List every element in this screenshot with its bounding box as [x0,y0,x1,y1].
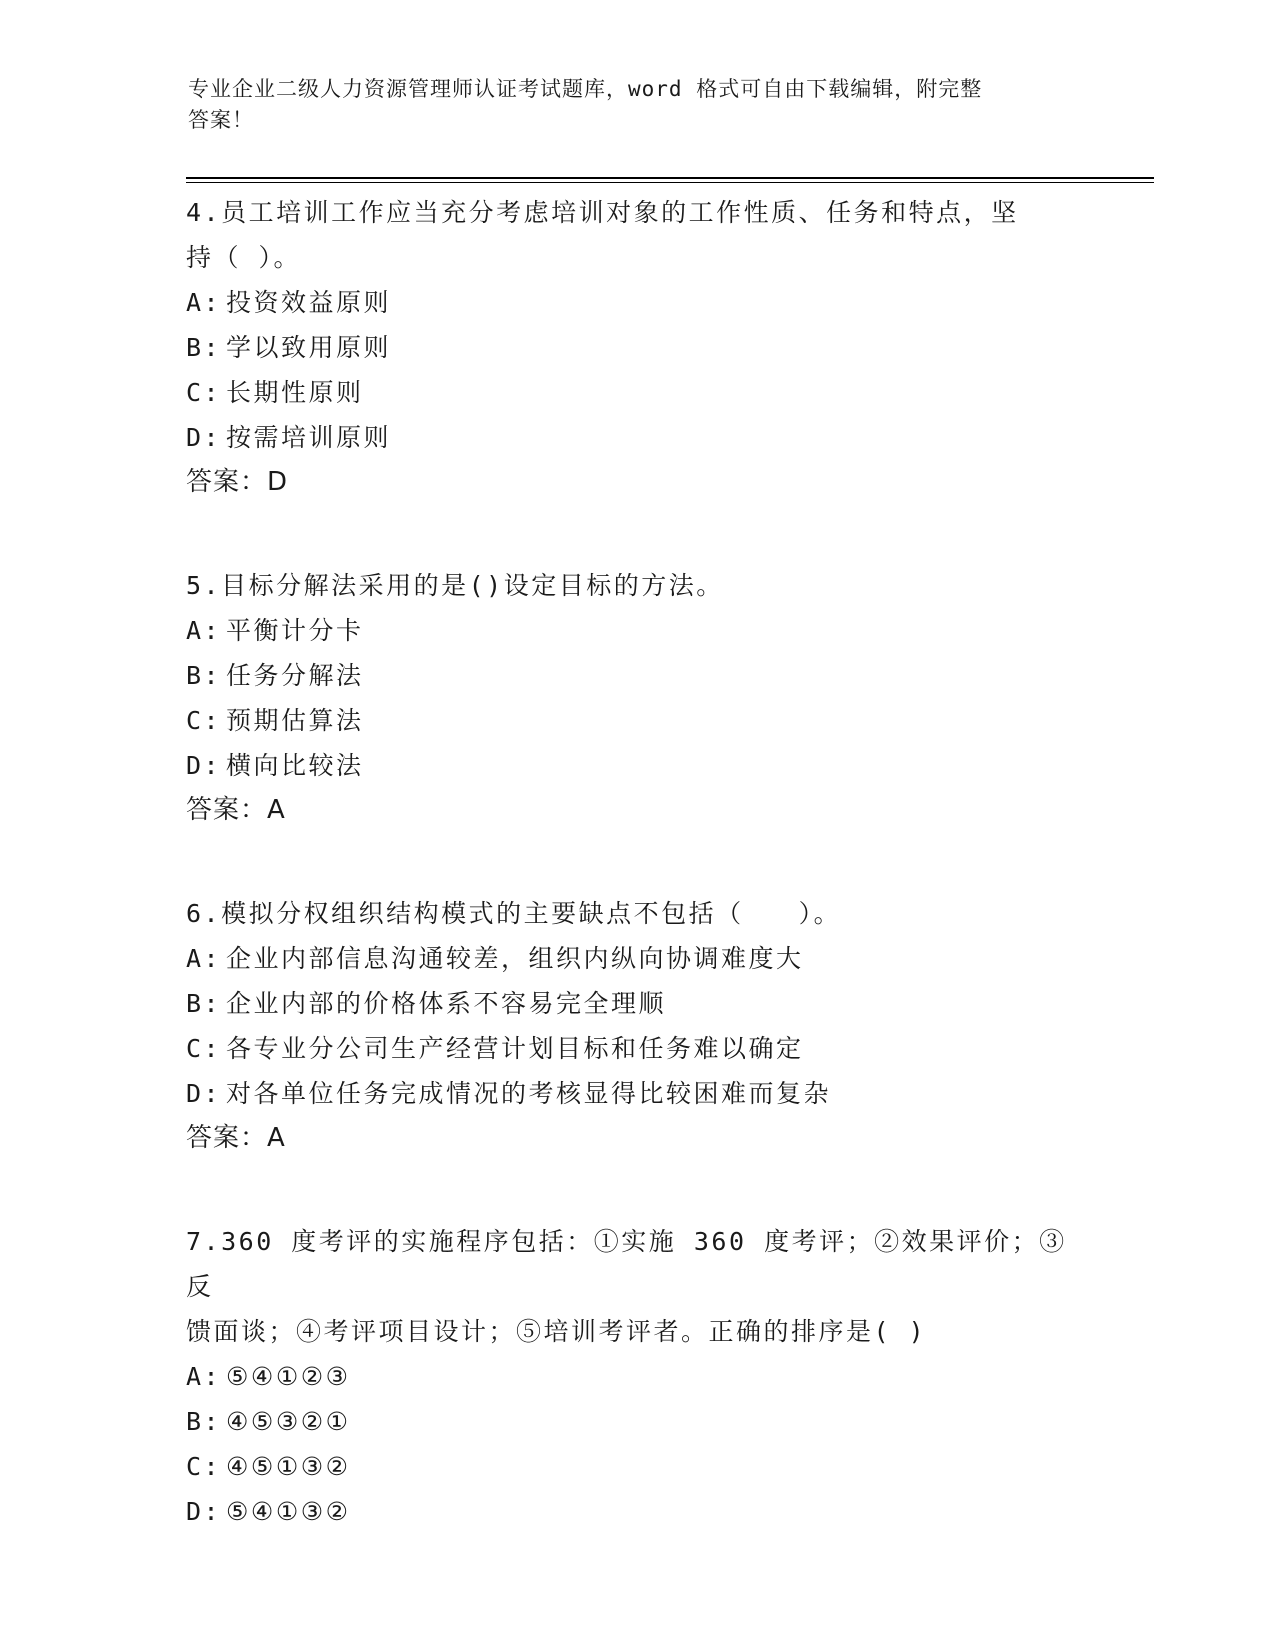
answer-label: 答案：A [186,795,286,825]
option-letter: C: [186,1034,222,1063]
option-b [186,653,1086,698]
option-text: ⑤④①②③ [226,1362,351,1391]
option-letter: D: [186,1079,222,1108]
option-b [186,325,1086,370]
option-c [186,1026,1086,1071]
option-letter: B: [186,989,222,1018]
option-text: ④⑤①③② [226,1452,351,1481]
question-6 [186,891,1086,1161]
option-letter: A: [186,616,222,645]
option-text: 各专业分公司生产经营计划目标和任务难以确定 [226,1034,804,1063]
question-stem [186,190,1086,280]
option-letter: A: [186,944,222,973]
option-a [186,936,1086,981]
option-letter: A: [186,288,222,317]
question-stem-line: 4.员工培训工作应当充分考虑培训对象的工作性质、任务和特点，坚 [186,198,1019,227]
option-text: 投资效益原则 [226,288,392,317]
option-text: ⑤④①③② [226,1497,351,1526]
option-letter: D: [186,423,222,452]
answer-label: 答案：D [186,467,289,497]
option-a [186,1354,1086,1399]
option-d [186,415,1086,460]
header-line-1: 专业企业二级人力资源管理师认证考试题库，word 格式可自由下载编辑，附完整 [188,77,983,101]
option-text: 预期估算法 [226,706,364,735]
option-a [186,280,1086,325]
option-letter: C: [186,706,222,735]
option-d [186,1489,1086,1534]
option-d [186,1071,1086,1116]
question-stem [186,891,1086,936]
option-text: 学以致用原则 [226,333,392,362]
question-stem-line: 6.模拟分权组织结构模式的主要缺点不包括（ ）。 [186,899,842,928]
question-stem-line: 5.目标分解法采用的是()设定目标的方法。 [186,571,724,600]
option-text: 平衡计分卡 [226,616,364,645]
option-letter: B: [186,333,222,362]
answer-label: 答案：A [186,1123,286,1153]
question-7 [186,1219,1086,1534]
option-text: 横向比较法 [226,751,364,780]
option-text: 按需培训原则 [226,423,392,452]
option-d [186,743,1086,788]
question-stem-line: 持（ ）。 [186,243,302,272]
option-letter: B: [186,661,222,690]
option-text: 对各单位任务完成情况的考核显得比较困难而复杂 [226,1079,832,1108]
option-c [186,1444,1086,1489]
question-stem [186,1219,1086,1354]
question-list [186,190,1086,1592]
option-letter: C: [186,1452,222,1481]
option-letter: D: [186,751,222,780]
option-c [186,698,1086,743]
header-divider-thick [186,177,1154,179]
header-line-2: 答案！ [188,108,254,132]
option-text: 企业内部信息沟通较差，组织内纵向协调难度大 [226,944,804,973]
option-text: 长期性原则 [226,378,364,407]
option-letter: C: [186,378,222,407]
option-text: ④⑤③②① [226,1407,351,1436]
question-5 [186,563,1086,833]
option-letter: A: [186,1362,222,1391]
option-text: 任务分解法 [226,661,364,690]
option-text: 企业内部的价格体系不容易完全理顺 [226,989,667,1018]
page-header [188,74,1068,136]
question-stem [186,563,1086,608]
header-divider-thin [186,182,1154,183]
option-b [186,981,1086,1026]
question-4 [186,190,1086,505]
option-c [186,370,1086,415]
option-b [186,1399,1086,1444]
question-stem-line: 7.360 度考评的实施程序包括：①实施 360 度考评；②效果评价；③反 [186,1227,1067,1301]
option-letter: D: [186,1497,222,1526]
option-a [186,608,1086,653]
question-stem-line: 馈面谈；④考评项目设计；⑤培训考评者。正确的排序是( ) [186,1317,927,1346]
option-letter: B: [186,1407,222,1436]
